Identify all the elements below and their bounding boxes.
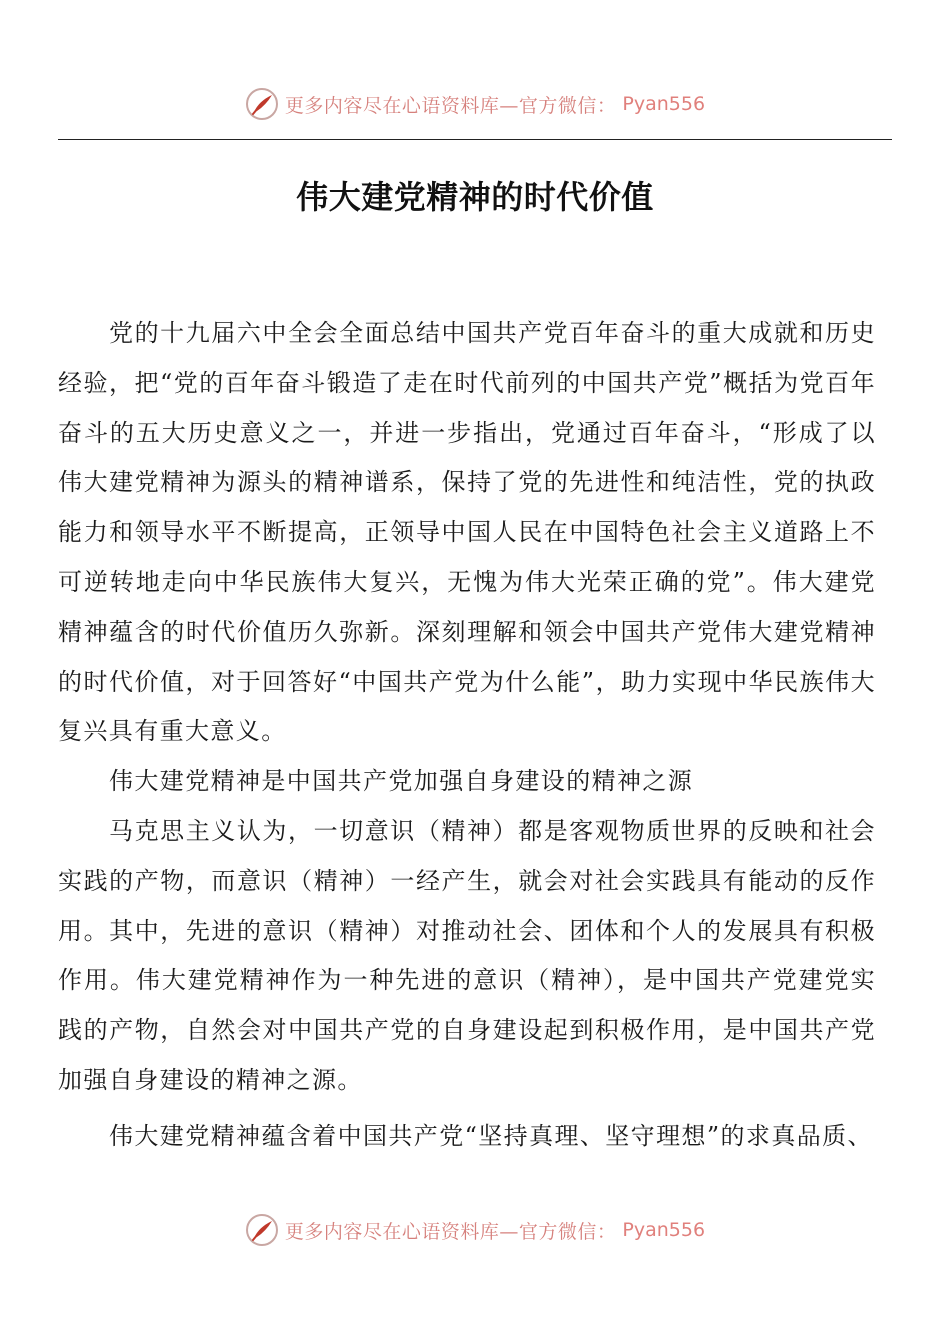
watermark-text: 更多内容尽在心语资料库—官方微信： [284, 1220, 617, 1243]
quill-logo-icon [245, 87, 279, 121]
section-heading: 伟大建党精神是中国共产党加强自身建设的精神之源 [109, 767, 694, 796]
document-body [58, 309, 876, 1162]
watermark-wechat-id: Pyan556 [622, 1219, 706, 1241]
watermark-text: 更多内容尽在心语资料库—官方微信： [284, 94, 617, 117]
header-watermark [0, 84, 950, 124]
paragraph: 伟大建党精神蕴含着中国共产党“坚持真理、坚守理想”的求真品质、 [109, 1121, 873, 1150]
watermark-wechat-id: Pyan556 [622, 93, 706, 115]
paragraph: 马克思主义认为，一切意识（精神）都是客观物质世界的反映和社会实践的产物，而意识（精神）一经产生，就会对社会实践具有能动的反作用。其中，先进的意识（精神）对推动社会、团体和个人的发展具有积极作用。伟大建党精神作为一种先进的意识（精神），是中国共产党建党实践的产物，自然会对中国共产党的自身建设起到积极作用，是中国共产党加强自身建设的精神之源。 [58, 816, 876, 1094]
paragraph: 党的十九届六中全会全面总结中国共产党百年奋斗的重大成就和历史经验，把“党的百年奋斗锻造了走在时代前列的中国共产党”概括为党百年奋斗的五大历史意义之一，并进一步指出，党通过百年奋斗，“形成了以伟大建党精神为源头的精神谱系，保持了党的先进性和纯洁性，党的执政能力和领导水平不断提高，正领导中国人民在中国特色社会主义道路上不可逆转地走向中华民族伟大复兴，无愧为伟大光荣正确的党”。伟大建党精神蕴含的时代价值历久弥新。深刻理解和领会中国共产党伟大建党精神的时代价值，对于回答好“中国共产党为什么能”，助力实现中华民族伟大复兴具有重大意义。 [58, 319, 876, 746]
quill-logo-icon [245, 1213, 279, 1247]
footer-watermark [0, 1210, 950, 1250]
header-divider [58, 139, 892, 140]
page-title: 伟大建党精神的时代价值 [296, 178, 654, 216]
